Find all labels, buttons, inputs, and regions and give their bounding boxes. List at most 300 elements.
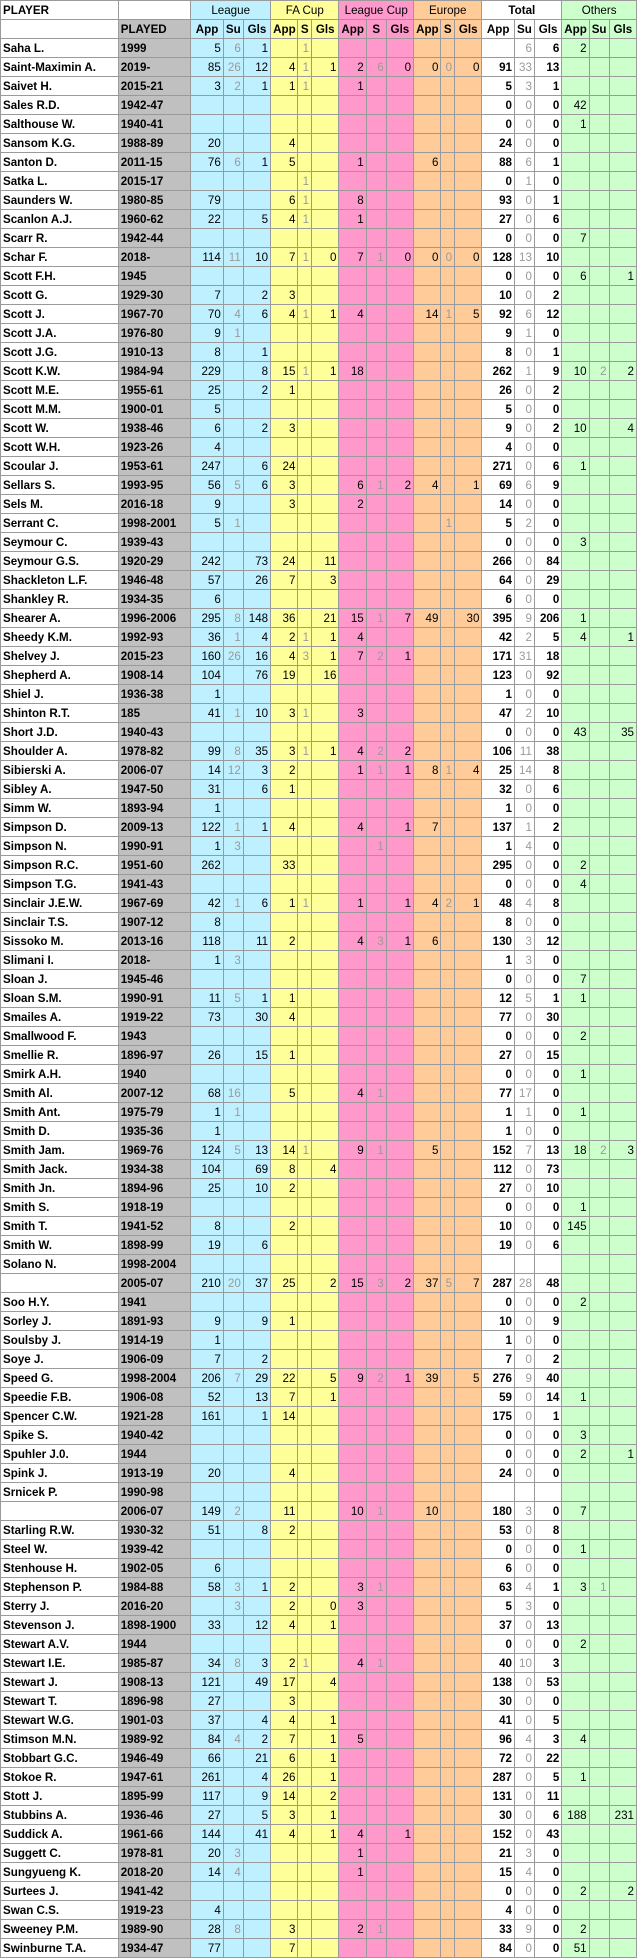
league-subs <box>223 1312 243 1331</box>
total-goals: 3 <box>534 1730 561 1749</box>
league-cup-apps: 6 <box>339 476 366 495</box>
total-goals: 48 <box>534 1274 561 1293</box>
league-goals: 73 <box>243 552 270 571</box>
others-goals <box>609 153 636 172</box>
fa-cup-apps: 4 <box>271 1711 298 1730</box>
others-goals: 1 <box>609 267 636 286</box>
fa-cup-subs <box>298 1103 312 1122</box>
others-goals <box>609 210 636 229</box>
others-apps <box>562 495 589 514</box>
league-apps: 1 <box>191 837 224 856</box>
fa-cup-apps: 2 <box>271 761 298 780</box>
league-apps: 114 <box>191 248 224 267</box>
league-cup-goals <box>386 77 413 96</box>
league-goals <box>243 1122 270 1141</box>
others-apps <box>562 400 589 419</box>
others-apps <box>562 1179 589 1198</box>
others-goals <box>609 1369 636 1388</box>
total-goals: 0 <box>534 495 561 514</box>
league-subs: 4 <box>223 1730 243 1749</box>
others-subs <box>589 1426 609 1445</box>
fa-cup-subs <box>298 837 312 856</box>
player-name: Santon D. <box>1 153 119 172</box>
total-apps: 131 <box>482 1787 515 1806</box>
fa-cup-goals <box>312 324 339 343</box>
league-cup-apps <box>339 1749 366 1768</box>
league-apps: 5 <box>191 514 224 533</box>
league-goals: 4 <box>243 1768 270 1787</box>
league-subs: 8 <box>223 742 243 761</box>
league-subs <box>223 1787 243 1806</box>
league-goals: 6 <box>243 1236 270 1255</box>
others-goals <box>609 1692 636 1711</box>
league-goals: 1 <box>243 153 270 172</box>
league-cup-apps: 4 <box>339 628 366 647</box>
player-name: Stott J. <box>1 1787 119 1806</box>
others-apps <box>562 1274 589 1293</box>
player-name: Scott W. <box>1 419 119 438</box>
player-name: Scott J. <box>1 305 119 324</box>
fa-cup-apps: 25 <box>271 1274 298 1293</box>
league-apps <box>191 1065 224 1084</box>
league-cup-goals <box>386 1920 413 1939</box>
others-goals <box>609 248 636 267</box>
league-subs <box>223 1635 243 1654</box>
league-subs <box>223 1407 243 1426</box>
total-apps: 42 <box>482 628 515 647</box>
player-name: Smailes A. <box>1 1008 119 1027</box>
total-subs: 0 <box>514 1046 534 1065</box>
europe-subs <box>441 1806 455 1825</box>
europe-apps <box>414 1863 441 1882</box>
table-row <box>1 1654 637 1673</box>
others-subs <box>589 1160 609 1179</box>
europe-apps <box>414 1236 441 1255</box>
others-goals <box>609 1616 636 1635</box>
fa-cup-subs <box>298 609 312 628</box>
fa-cup-subs <box>298 1008 312 1027</box>
league-cup-apps <box>339 267 366 286</box>
league-apps: 68 <box>191 1084 224 1103</box>
played-years: 1998-2004 <box>118 1255 191 1274</box>
league-cup-goals <box>386 286 413 305</box>
table-row <box>1 1426 637 1445</box>
league-subs <box>223 400 243 419</box>
total-app-header: App <box>482 20 515 39</box>
player-name: Sibley A. <box>1 780 119 799</box>
europe-subs: 1 <box>441 761 455 780</box>
league-cup-subs <box>366 134 386 153</box>
player-name: Smith T. <box>1 1217 119 1236</box>
total-goals: 0 <box>534 1597 561 1616</box>
europe-subs <box>441 1483 455 1502</box>
fa-cup-apps <box>271 875 298 894</box>
league-cup-subs <box>366 1350 386 1369</box>
fa-cup-goals <box>312 286 339 305</box>
player-name: Shelvey J. <box>1 647 119 666</box>
player-name: Smith S. <box>1 1198 119 1217</box>
others-goals <box>609 913 636 932</box>
others-goals: 3 <box>609 1141 636 1160</box>
league-goals <box>243 837 270 856</box>
europe-goals <box>455 1521 482 1540</box>
fa-cup-goals <box>312 932 339 951</box>
others-subs <box>589 77 609 96</box>
fa-cup-subs <box>298 1065 312 1084</box>
total-goals: 0 <box>534 96 561 115</box>
europe-subs <box>441 1559 455 1578</box>
player-name: Shepherd A. <box>1 666 119 685</box>
total-apps: 112 <box>482 1160 515 1179</box>
fa-cup-subs <box>298 989 312 1008</box>
league-cup-subs: 2 <box>366 742 386 761</box>
player-name: Stevenson J. <box>1 1616 119 1635</box>
league-cup-subs <box>366 305 386 324</box>
total-apps: 0 <box>482 115 515 134</box>
player-name: Surtees J. <box>1 1882 119 1901</box>
league-apps: 8 <box>191 913 224 932</box>
europe-apps <box>414 77 441 96</box>
others-subs <box>589 837 609 856</box>
europe-apps <box>414 780 441 799</box>
league-subs <box>223 1350 243 1369</box>
others-subs <box>589 1559 609 1578</box>
total-apps: 72 <box>482 1749 515 1768</box>
others-subs <box>589 286 609 305</box>
total-subs: 6 <box>514 305 534 324</box>
others-goals <box>609 837 636 856</box>
fa-cup-subs: 1 <box>298 191 312 210</box>
league-apps: 229 <box>191 362 224 381</box>
europe-apps <box>414 96 441 115</box>
others-subs <box>589 1293 609 1312</box>
europe-subs <box>441 1312 455 1331</box>
total-goals: 0 <box>534 1920 561 1939</box>
league-cup-goals <box>386 989 413 1008</box>
league-apps: 58 <box>191 1578 224 1597</box>
league-cup-subs <box>366 1673 386 1692</box>
league-subs <box>223 590 243 609</box>
europe-apps <box>414 457 441 476</box>
europe-apps <box>414 1255 441 1274</box>
league-goals: 10 <box>243 704 270 723</box>
league-cup-goals: 2 <box>386 476 413 495</box>
league-cup-subs <box>366 913 386 932</box>
others-goals <box>609 970 636 989</box>
fa-cup-apps: 2 <box>271 1654 298 1673</box>
league-cup-subs: 1 <box>366 837 386 856</box>
league-cup-goals <box>386 1046 413 1065</box>
player-name: Scoular J. <box>1 457 119 476</box>
league-goals <box>243 1255 270 1274</box>
fa-cup-apps <box>271 799 298 818</box>
league-apps <box>191 1483 224 1502</box>
played-years: 1936-46 <box>118 1806 191 1825</box>
league-cup-goals <box>386 1445 413 1464</box>
fa-cup-goals: 4 <box>312 1673 339 1692</box>
total-goals: 22 <box>534 1749 561 1768</box>
league-apps <box>191 1445 224 1464</box>
total-subs: 3 <box>514 1844 534 1863</box>
others-apps: 7 <box>562 970 589 989</box>
total-subs: 9 <box>514 609 534 628</box>
league-apps: 57 <box>191 571 224 590</box>
fa-cup-subs <box>298 1312 312 1331</box>
player-name: Stenhouse H. <box>1 1559 119 1578</box>
europe-goals <box>455 951 482 970</box>
league-cup-subs <box>366 590 386 609</box>
europe-subs <box>441 1350 455 1369</box>
others-goals <box>609 1939 636 1958</box>
league-cup-subs <box>366 1198 386 1217</box>
league-cup-subs <box>366 1483 386 1502</box>
league-apps: 73 <box>191 1008 224 1027</box>
total-subs: 0 <box>514 799 534 818</box>
total-goals: 0 <box>534 115 561 134</box>
fa-cup-goals <box>312 837 339 856</box>
others-subs <box>589 1350 609 1369</box>
total-goals: 0 <box>534 267 561 286</box>
played-years: 1990-98 <box>118 1483 191 1502</box>
fa-cup-subs <box>298 1749 312 1768</box>
played-years: 1941-43 <box>118 875 191 894</box>
total-apps: 32 <box>482 780 515 799</box>
others-subs <box>589 495 609 514</box>
europe-subs <box>441 1331 455 1350</box>
fa-cup-subs <box>298 590 312 609</box>
league-cup-subs: 1 <box>366 1502 386 1521</box>
total-apps: 59 <box>482 1388 515 1407</box>
league-subs <box>223 267 243 286</box>
total-goals: 6 <box>534 210 561 229</box>
others-apps <box>562 1749 589 1768</box>
fa-cup-subs: 1 <box>298 39 312 58</box>
league-cup-apps <box>339 1426 366 1445</box>
league-cup-subs <box>366 210 386 229</box>
league-goals: 10 <box>243 1179 270 1198</box>
fa-cup-apps: 3 <box>271 1692 298 1711</box>
played-years: 2018- <box>118 248 191 267</box>
europe-goals <box>455 1160 482 1179</box>
league-cup-subs: 2 <box>366 647 386 666</box>
league-cup-apps <box>339 1008 366 1027</box>
player-name: Sibierski A. <box>1 761 119 780</box>
league-cup-goals <box>386 780 413 799</box>
fa-cup-subs <box>298 1122 312 1141</box>
europe-goals <box>455 1198 482 1217</box>
league-apps: 122 <box>191 818 224 837</box>
europe-apps <box>414 324 441 343</box>
fa-cup-goals <box>312 1882 339 1901</box>
table-row <box>1 837 637 856</box>
total-subs: 0 <box>514 1711 534 1730</box>
total-goals: 53 <box>534 1673 561 1692</box>
others-apps <box>562 1046 589 1065</box>
others-apps <box>562 1559 589 1578</box>
table-row <box>1 1483 637 1502</box>
league-cup-subs <box>366 704 386 723</box>
league-subs <box>223 419 243 438</box>
played-years: 1947-50 <box>118 780 191 799</box>
europe-goals: 5 <box>455 305 482 324</box>
others-goals <box>609 495 636 514</box>
europe-goals <box>455 1407 482 1426</box>
table-row <box>1 1179 637 1198</box>
league-cup-goals <box>386 685 413 704</box>
total-subs: 0 <box>514 970 534 989</box>
league-goals <box>243 96 270 115</box>
fa-cup-apps <box>271 1293 298 1312</box>
fa-cup-goals <box>312 1521 339 1540</box>
table-row <box>1 628 637 647</box>
total-subs: 0 <box>514 495 534 514</box>
table-row <box>1 1141 637 1160</box>
fa-cup-apps <box>271 1103 298 1122</box>
total-apps: 1 <box>482 1331 515 1350</box>
league-goals <box>243 533 270 552</box>
league-cup-subs <box>366 1901 386 1920</box>
europe-subs <box>441 590 455 609</box>
table-row <box>1 1901 637 1920</box>
europe-subs <box>441 1065 455 1084</box>
total-apps: 0 <box>482 1293 515 1312</box>
total-subs: 5 <box>514 989 534 1008</box>
league-apps: 4 <box>191 438 224 457</box>
league-goals: 2 <box>243 381 270 400</box>
others-apps: 1 <box>562 1388 589 1407</box>
fa-cup-subs <box>298 1711 312 1730</box>
played-years: 2016-20 <box>118 1597 191 1616</box>
fa-cup-subs <box>298 1445 312 1464</box>
league-cup-apps <box>339 1806 366 1825</box>
league-cup-apps <box>339 457 366 476</box>
league-cup-apps <box>339 1673 366 1692</box>
league-goals <box>243 172 270 191</box>
total-apps: 5 <box>482 400 515 419</box>
europe-goals <box>455 1559 482 1578</box>
league-cup-apps <box>339 1787 366 1806</box>
league-subs <box>223 1179 243 1198</box>
league-cup-apps <box>339 400 366 419</box>
others-subs <box>589 1388 609 1407</box>
table-row <box>1 1217 637 1236</box>
others-subs <box>589 438 609 457</box>
league-goals: 4 <box>243 1711 270 1730</box>
fa-cup-goals <box>312 913 339 932</box>
played-years: 1913-19 <box>118 1464 191 1483</box>
played-years: 1894-96 <box>118 1179 191 1198</box>
europe-subs <box>441 191 455 210</box>
table-row <box>1 1236 637 1255</box>
europe-subs <box>441 1141 455 1160</box>
league-subs: 1 <box>223 514 243 533</box>
league-cup-subs <box>366 381 386 400</box>
total-apps: 0 <box>482 267 515 286</box>
league-subs: 1 <box>223 628 243 647</box>
total-goals: 8 <box>534 1521 561 1540</box>
others-subs <box>589 343 609 362</box>
player-name: Simpson T.G. <box>1 875 119 894</box>
fa-cup-apps <box>271 1483 298 1502</box>
fa-cup-subs <box>298 1768 312 1787</box>
league-apps: 20 <box>191 134 224 153</box>
fa-cup-apps: 4 <box>271 818 298 837</box>
europe-goals <box>455 96 482 115</box>
europe-apps <box>414 723 441 742</box>
league-cup-apps <box>339 723 366 742</box>
table-row <box>1 913 637 932</box>
others-subs <box>589 1939 609 1958</box>
others-apps <box>562 343 589 362</box>
fa-cup-apps: 2 <box>271 1217 298 1236</box>
europe-goals <box>455 362 482 381</box>
others-apps <box>562 210 589 229</box>
league-cup-goals <box>386 1483 413 1502</box>
player-name: Smith Jn. <box>1 1179 119 1198</box>
total-subs: 0 <box>514 856 534 875</box>
league-apps: 20 <box>191 1464 224 1483</box>
table-row <box>1 571 637 590</box>
others-goals <box>609 476 636 495</box>
played-years: 1978-81 <box>118 1844 191 1863</box>
total-apps: 128 <box>482 248 515 267</box>
league-cup-apps <box>339 1217 366 1236</box>
league-cup-apps: 7 <box>339 248 366 267</box>
europe-apps <box>414 1464 441 1483</box>
league-cup-subs <box>366 780 386 799</box>
league-cup-apps: 4 <box>339 305 366 324</box>
total-subs: 1 <box>514 362 534 381</box>
league-subs: 5 <box>223 476 243 495</box>
league-cup-subs <box>366 1635 386 1654</box>
total-goals: 0 <box>534 134 561 153</box>
others-goals <box>609 1331 636 1350</box>
europe-apps: 10 <box>414 1502 441 1521</box>
league-cup-subs <box>366 1027 386 1046</box>
europe-goals: 5 <box>455 1369 482 1388</box>
league-goals <box>243 1331 270 1350</box>
total-goals: 1 <box>534 343 561 362</box>
fa-cup-subs <box>298 153 312 172</box>
europe-goals <box>455 571 482 590</box>
total-subs: 11 <box>514 742 534 761</box>
fa-cup-goals <box>312 476 339 495</box>
player-name: Sansom K.G. <box>1 134 119 153</box>
total-goals: 0 <box>534 1844 561 1863</box>
table-row <box>1 1806 637 1825</box>
fa-cup-goals <box>312 1692 339 1711</box>
total-goals: 0 <box>534 1502 561 1521</box>
total-goals: 40 <box>534 1369 561 1388</box>
total-subs: 0 <box>514 229 534 248</box>
total-apps: 175 <box>482 1407 515 1426</box>
europe-goals <box>455 1863 482 1882</box>
others-goals <box>609 96 636 115</box>
league-cup-goals <box>386 856 413 875</box>
others-goals <box>609 666 636 685</box>
others-apps <box>562 951 589 970</box>
others-goals <box>609 1407 636 1426</box>
others-subs <box>589 1122 609 1141</box>
others-subs <box>589 913 609 932</box>
europe-apps <box>414 1160 441 1179</box>
league-apps: 121 <box>191 1673 224 1692</box>
europe-subs <box>441 837 455 856</box>
total-subs: 0 <box>514 1331 534 1350</box>
league-goals <box>243 134 270 153</box>
league-subs: 3 <box>223 1597 243 1616</box>
fa-cup-subs <box>298 799 312 818</box>
